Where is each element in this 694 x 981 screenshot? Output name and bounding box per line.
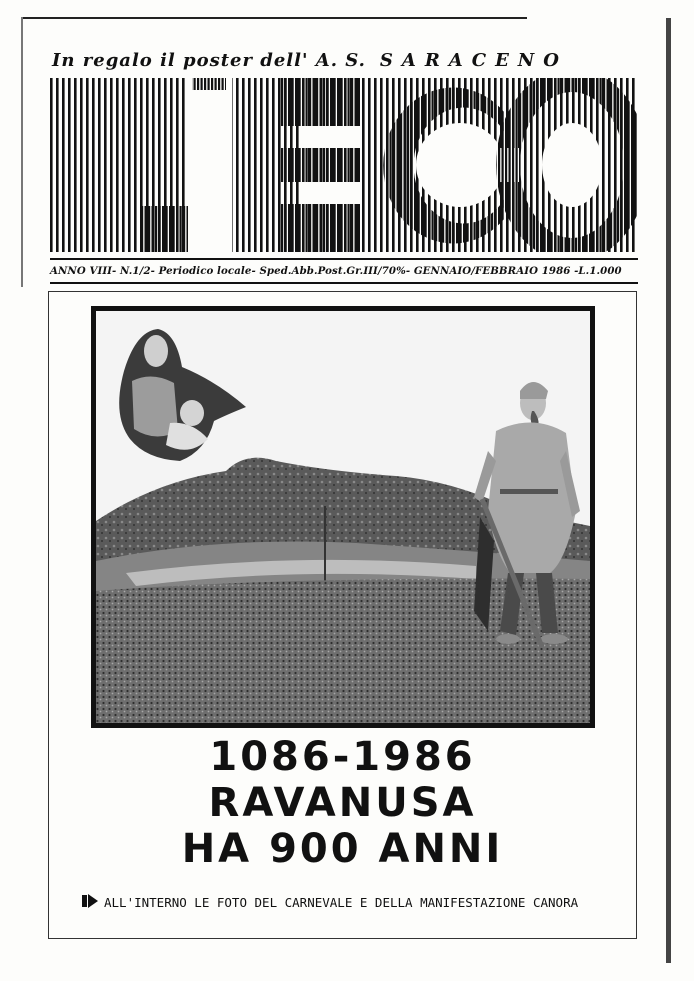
headline-anniversary: HA 900 ANNI: [181, 826, 504, 872]
headline-years: 1086-1986: [209, 734, 476, 780]
masthead-logo: [50, 78, 638, 252]
headline-town: RAVANUSA: [208, 780, 477, 826]
tagline: [52, 50, 652, 71]
cover-photo: [91, 306, 595, 728]
inside-note-text: ALL'INTERNO LE FOTO DEL CARNEVALE E DELLA MANIFESTAZIONE CANORA: [104, 895, 579, 910]
rule-top: [50, 258, 638, 260]
tagline-text: In regalo il poster dell' A. S.: [52, 50, 366, 71]
page-edge-top: [22, 17, 527, 19]
page-edge-left: [21, 17, 23, 287]
rule-bottom: [50, 282, 638, 284]
masthead: [50, 78, 638, 252]
right-pointer-icon: [82, 894, 98, 911]
inside-note: [82, 894, 622, 911]
page-edge-right: [666, 18, 671, 963]
issue-info: ANNO VIII- N.1/2- Periodico locale- Sped.Abb.Post.Gr.III/70%- GENNAIO/FEBBRAIO 1986 -L.1.000: [50, 265, 622, 277]
tagline-team-name: SARACENO: [379, 50, 568, 71]
